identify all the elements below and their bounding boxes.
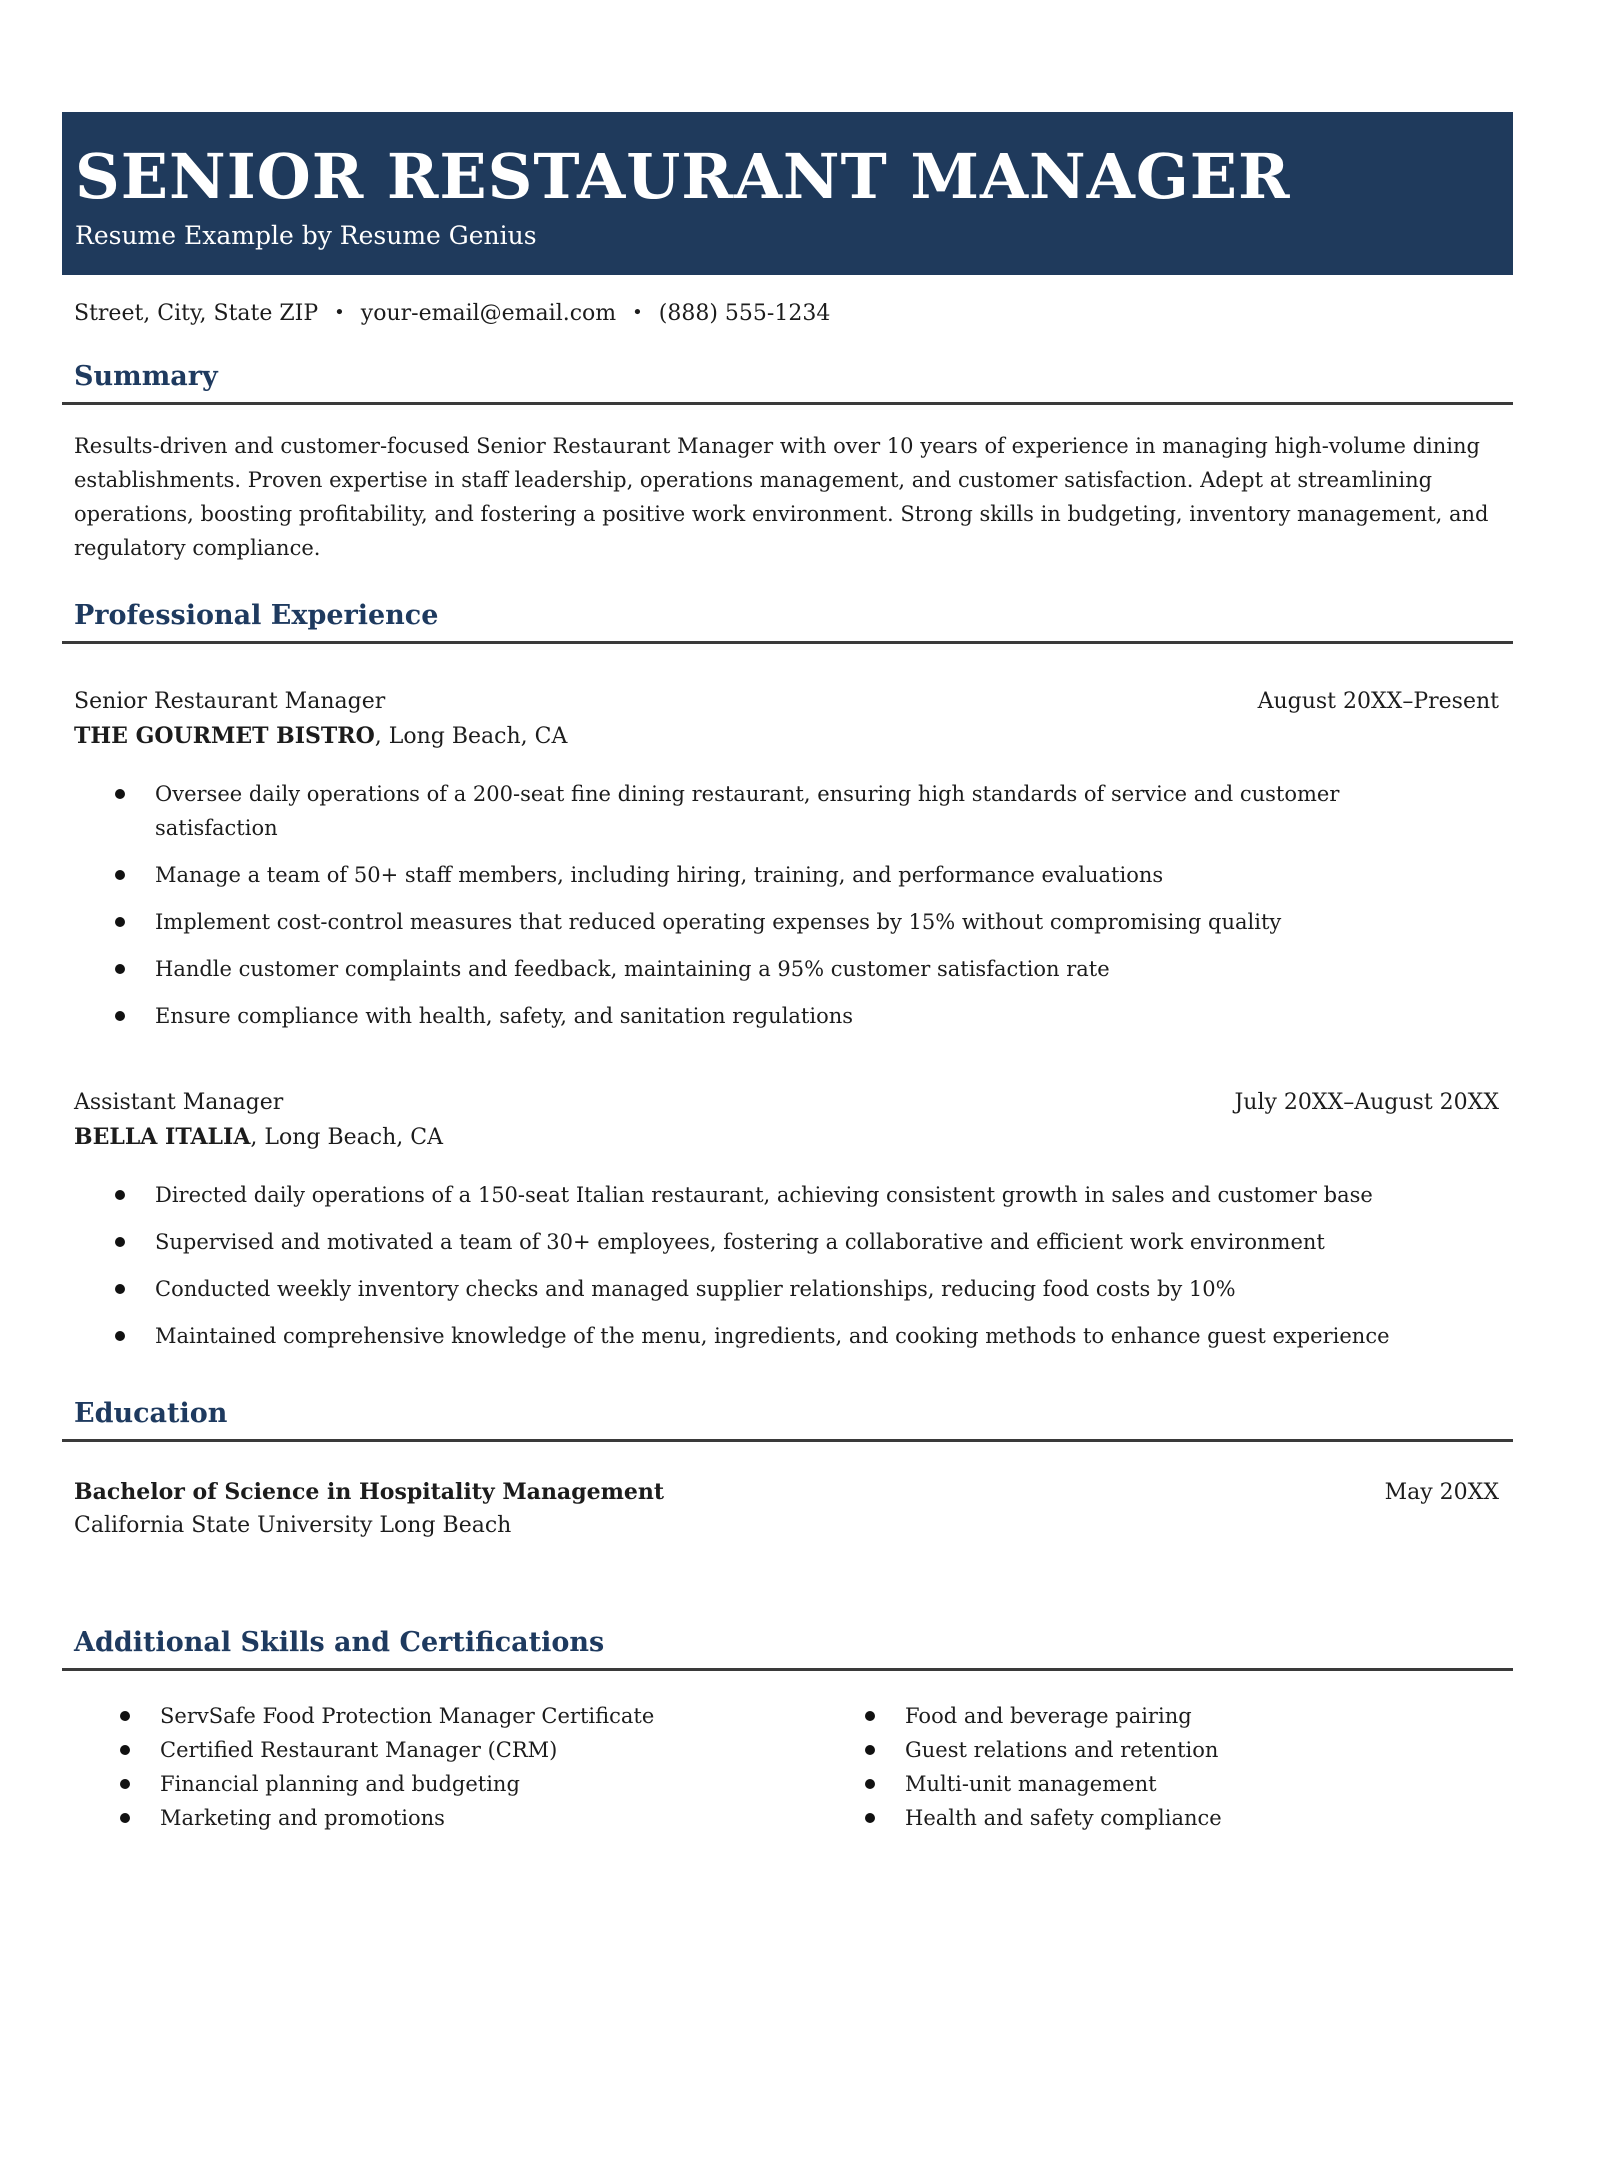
education-degree-row bbox=[62, 1476, 1513, 1509]
skill-item: Guest relations and retention bbox=[819, 1733, 1513, 1767]
contact-line bbox=[62, 297, 1513, 330]
job-bullet-list bbox=[74, 1178, 1393, 1353]
contact-email: your-email@email.com bbox=[360, 301, 617, 326]
summary-heading: Summary bbox=[74, 361, 218, 392]
job-location: , Long Beach, CA bbox=[374, 724, 568, 749]
experience-bullet: Implement cost-control measures that reduced operating expenses by 15% without compromising quality bbox=[74, 905, 1393, 939]
experience-bullet: Directed daily operations of a 150-seat Italian restaurant, achieving consistent growth in sales and customer base bbox=[74, 1178, 1393, 1212]
contact-phone: (888) 555-1234 bbox=[658, 301, 831, 326]
separator-dot: • bbox=[334, 302, 345, 323]
skills-list-right bbox=[819, 1699, 1513, 1835]
experience-bullet: Conducted weekly inventory checks and managed supplier relationships, reducing food costs by 10% bbox=[74, 1272, 1393, 1306]
job-title-row bbox=[62, 686, 1513, 718]
job-title: Senior Restaurant Manager bbox=[74, 689, 386, 714]
experience-bullet: Manage a team of 50+ staff members, including hiring, training, and performance evaluations bbox=[74, 858, 1393, 892]
job-bullet-list bbox=[74, 777, 1393, 1033]
skills-heading: Additional Skills and Certifications bbox=[74, 1627, 605, 1658]
education-date: May 20XX bbox=[1384, 1480, 1499, 1505]
job-header bbox=[62, 1087, 1513, 1154]
education-school: California State University Long Beach bbox=[74, 1513, 512, 1538]
experience-bullet: Ensure compliance with health, safety, and sanitation regulations bbox=[74, 999, 1393, 1033]
job-company-row bbox=[62, 720, 1513, 753]
section-summary bbox=[62, 360, 1513, 565]
skill-item: Certified Restaurant Manager (CRM) bbox=[74, 1733, 819, 1767]
section-divider bbox=[62, 402, 1513, 405]
education-heading: Education bbox=[74, 1398, 228, 1429]
job-title: Assistant Manager bbox=[74, 1090, 284, 1115]
resume-subtitle: Resume Example by Resume Genius bbox=[75, 221, 537, 250]
experience-bullet: Oversee daily operations of a 200-seat fine dining restaurant, ensuring high standards of service and customer satisfaction bbox=[74, 777, 1393, 845]
section-divider bbox=[62, 1439, 1513, 1442]
skill-item: Multi-unit management bbox=[819, 1767, 1513, 1801]
resume-title: SENIOR RESTAURANT MANAGER bbox=[75, 140, 1291, 213]
resume-page bbox=[62, 112, 1513, 1835]
experience-bullet: Handle customer complaints and feedback, maintaining a 95% customer satisfaction rate bbox=[74, 952, 1393, 986]
separator-dot: • bbox=[632, 302, 643, 323]
job-title-row bbox=[62, 1087, 1513, 1119]
skills-columns bbox=[62, 1699, 1513, 1835]
skill-item: ServSafe Food Protection Manager Certificate bbox=[74, 1699, 819, 1733]
contact-address: Street, City, State ZIP bbox=[74, 301, 319, 326]
job-company: THE GOURMET BISTRO bbox=[74, 723, 375, 749]
skill-item: Health and safety compliance bbox=[819, 1801, 1513, 1835]
section-divider bbox=[62, 1668, 1513, 1671]
job-dates: August 20XX–Present bbox=[1257, 689, 1499, 714]
job-company-row bbox=[62, 1121, 1513, 1154]
skills-list-left bbox=[74, 1699, 819, 1835]
skill-item: Marketing and promotions bbox=[74, 1801, 819, 1835]
skill-item: Financial planning and budgeting bbox=[74, 1767, 819, 1801]
job-dates: July 20XX–August 20XX bbox=[1234, 1090, 1499, 1115]
skill-item: Food and beverage pairing bbox=[819, 1699, 1513, 1733]
section-skills bbox=[62, 1626, 1513, 1835]
header-band bbox=[62, 112, 1513, 275]
section-education bbox=[62, 1397, 1513, 1542]
section-divider bbox=[62, 641, 1513, 644]
experience-heading: Professional Experience bbox=[74, 600, 439, 631]
summary-text: Results-driven and customer-focused Senior Restaurant Manager with over 10 years of experience in managing high-volume dining establishments. Proven expertise in staff leadership, operations management, and customer satisfaction. Adept at streamlining operations, boosting profitability, and fostering a positive work environment. Strong skills in budgeting, inventory management, and regulatory compliance. bbox=[74, 434, 1489, 560]
experience-bullet: Supervised and motivated a team of 30+ employees, fostering a collaborative and efficient work environment bbox=[74, 1225, 1393, 1259]
experience-bullet: Maintained comprehensive knowledge of the menu, ingredients, and cooking methods to enhance guest experience bbox=[74, 1319, 1393, 1353]
job-company: BELLA ITALIA bbox=[74, 1124, 251, 1150]
section-experience bbox=[62, 599, 1513, 1353]
education-degree: Bachelor of Science in Hospitality Management bbox=[74, 1479, 665, 1505]
job-header bbox=[62, 686, 1513, 753]
job-location: , Long Beach, CA bbox=[250, 1125, 443, 1150]
